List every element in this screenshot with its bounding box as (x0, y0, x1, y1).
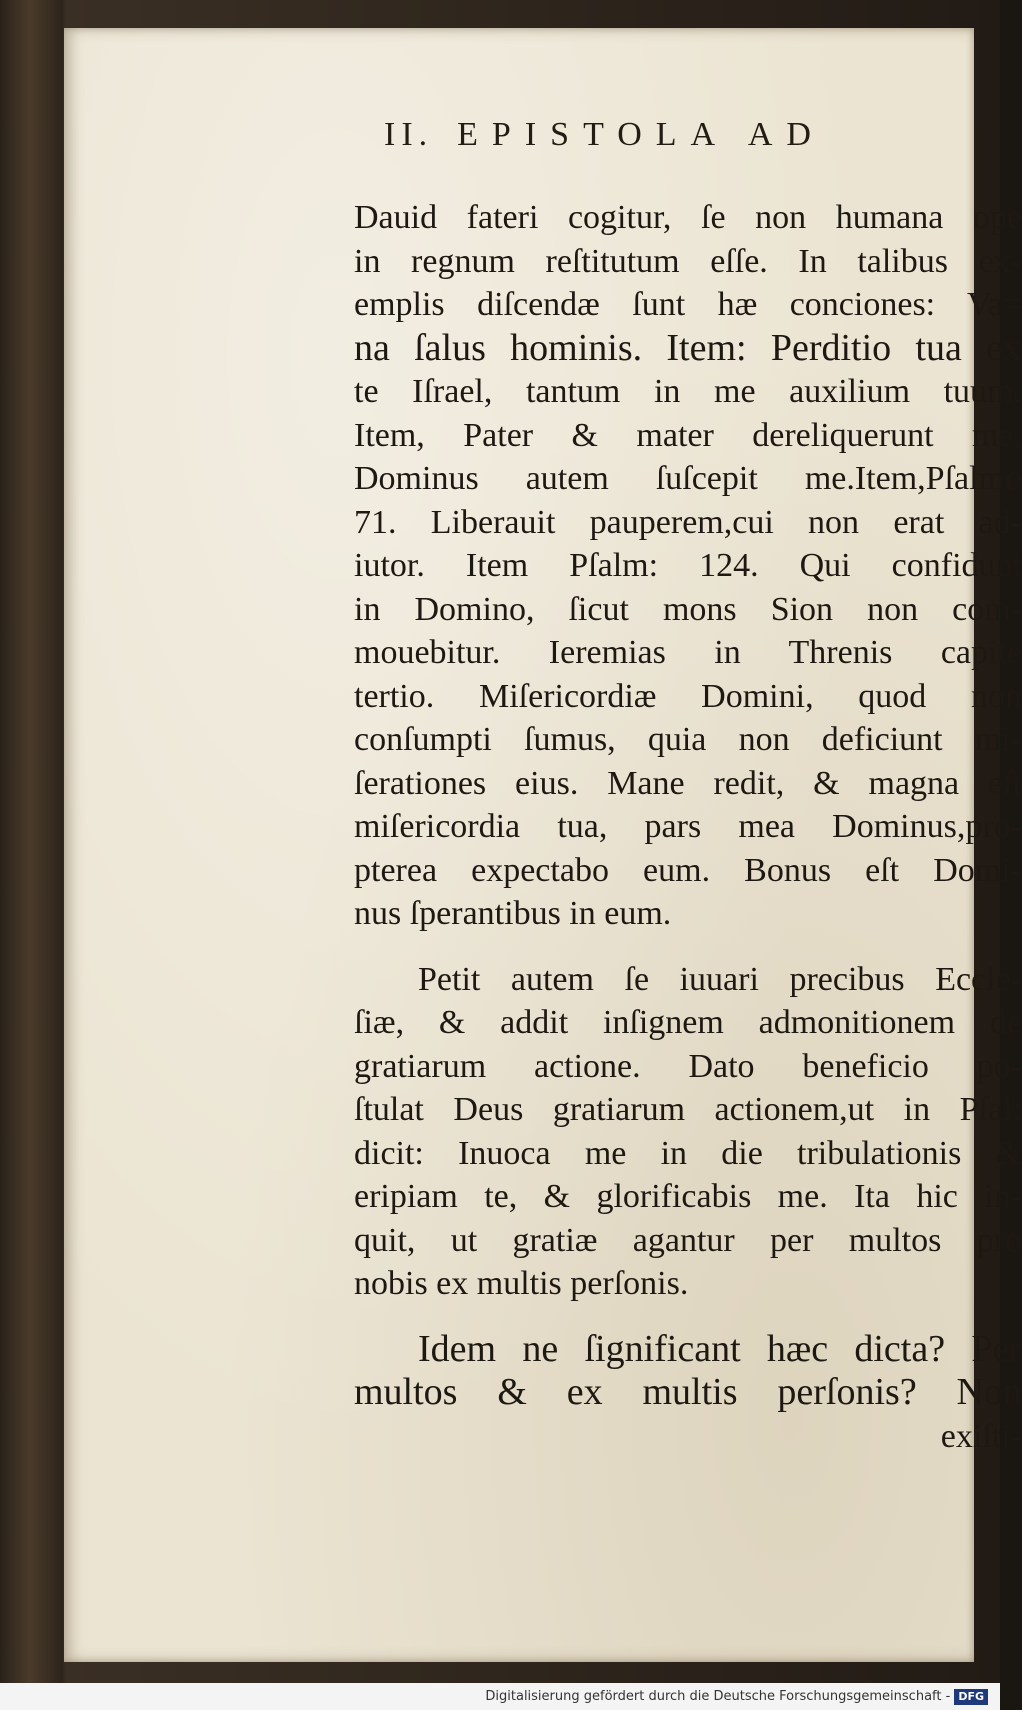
text-line: Idem ne ſignificant hæc dicta? Per (418, 1327, 1022, 1370)
text-line: mouebitur. Ieremias in Threnis capite (354, 634, 1022, 671)
text-line: na ſalus hominis. Item: Perditio tua ex (354, 326, 1022, 369)
book-page (64, 28, 1022, 1662)
text-line: quit, ut gratiæ agantur per multos pro (354, 1221, 1022, 1259)
text-line: multos & ex multis perſonis? Non (354, 1371, 1022, 1413)
text-line: conſumpti ſumus, quia non deficiunt mi- (354, 721, 1022, 758)
paragraph-gap (354, 1306, 1022, 1328)
paragraph-gap (354, 936, 1022, 958)
text-line: Petit autem ſe iuuari precibus Eccle- (418, 960, 1022, 998)
text-line: gratiarum actione. Dato beneficio po- (354, 1047, 1022, 1085)
footer-text: Digitalisierung gefördert durch die Deutsche Forschungsgemeinschaft - (485, 1689, 951, 1704)
text-line: Dominus autem ſuſcepit me.Item,Pſalmo (354, 460, 1022, 497)
text-line: emplis diſcendæ ſunt hæ conciones: Va= (354, 286, 1022, 323)
text-line: nobis ex multis perſonis. (354, 1265, 689, 1302)
paragraph-2 (354, 958, 1022, 1306)
text-line: ſerationes eius. Mane redit, & magna eſt (354, 764, 1022, 802)
text-line: Item, Pater & mater dereliquerunt me, (354, 416, 1022, 454)
text-line: te Iſrael, tantum in me auxilium tuum. (354, 373, 1022, 410)
text-line: Dauid fateri cogitur, ſe non humana ope (354, 199, 1022, 236)
text-line: pterea expectabo eum. Bonus eſt Domi- (354, 851, 1022, 889)
paragraph-3 (354, 1328, 1022, 1415)
body-text (354, 196, 1022, 1458)
dfg-logo: DFG (954, 1689, 988, 1705)
text-line: dicit: Inuoca me in die tribulationis & (354, 1134, 1022, 1172)
text-line: ſtulat Deus gratiarum actionem,ut in Pſal: (354, 1091, 1022, 1128)
text-line: nus ſperantibus in eum. (354, 895, 672, 932)
running-head-title: EPISTOLA AD (457, 116, 825, 153)
text-line: eripiam te, & glorificabis me. Ita hic in- (354, 1178, 1022, 1215)
digitization-footer (0, 1683, 1000, 1710)
text-line: 71. Liberauit pauperem,cui non erat ad- (354, 503, 1022, 541)
text-line: miſericordia tua, pars mea Dominus,pro- (354, 808, 1022, 845)
running-head-number: II. (384, 116, 434, 153)
catchword: exiſti- (940, 1417, 1022, 1455)
text-line: iutor. Item Pſalm: 124. Qui confidunt (354, 547, 1022, 584)
text-line: in regnum reſtitutum eſſe. In talibus ex- (354, 242, 1022, 280)
running-head (384, 116, 984, 172)
text-line: ſiæ, & addit inſignem admonitionem de (354, 1004, 1022, 1041)
text-line: tertio. Miſericordiæ Domini, quod non (354, 677, 1022, 715)
paragraph-1 (354, 196, 1022, 936)
text-line: in Domino, ſicut mons Sion non com- (354, 590, 1022, 628)
